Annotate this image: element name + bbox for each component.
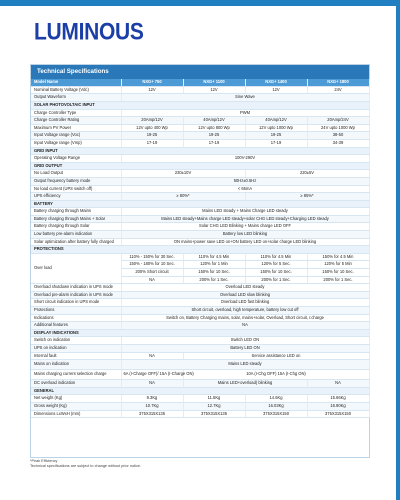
table-cell: 16.03Kg <box>245 402 307 410</box>
table-cell: Service assistance LED on <box>183 352 369 360</box>
table-cell: 375X315X150 <box>245 410 307 418</box>
table-header-row <box>31 79 369 86</box>
section-header-row <box>31 387 369 395</box>
table-cell: 220±5V <box>245 170 369 178</box>
row-label: Battery charging through Solar <box>31 223 121 231</box>
table-cell: 375X315X135 <box>183 410 245 418</box>
header-cell: NXG+ 1800 <box>307 79 369 86</box>
table-cell: Switch LED ON <box>121 337 369 345</box>
table-cell: NA <box>121 380 183 388</box>
row-label: Mains on indication <box>31 360 121 370</box>
footnotes <box>30 459 141 469</box>
row-label: Overload pre-alarm indication in UPS mode <box>31 291 121 299</box>
table-row <box>31 86 369 94</box>
row-label: Output frequency battery mode <box>31 177 121 185</box>
table-cell: NA <box>121 352 183 360</box>
section-title: PROTECTIONS <box>31 246 369 254</box>
table-row <box>31 337 369 345</box>
table-row <box>31 322 369 330</box>
table-cell: 40Amp/12V <box>183 117 245 125</box>
top-accent-bar <box>0 0 400 6</box>
table-cell: Switch on, Battery Charging mains, solar, mains+solar, Overload, Short circuit, r.charge <box>121 314 369 322</box>
section-header-row <box>31 329 369 337</box>
table-cell: 120% for 5 Sec. <box>245 261 307 269</box>
table-cell: 24V upto 1000 Wp <box>307 124 369 132</box>
row-label: Internal fault <box>31 352 121 360</box>
row-label: Low battery pre-alarm indication <box>31 231 121 239</box>
table-cell: 40Amp/12V <box>245 117 307 125</box>
row-label: Battery charging through Mains + Solar <box>31 215 121 223</box>
row-label: Gross weight (Kg) <box>31 402 121 410</box>
table-row <box>31 170 369 178</box>
table-cell: PWM <box>121 109 369 117</box>
row-label: Net weight (Kg) <box>31 395 121 403</box>
section-header-row <box>31 162 369 170</box>
header-cell: NXG+ 750 <box>121 79 183 86</box>
table-cell: 100V-290V <box>121 155 369 163</box>
table-cell: 34-39 <box>307 139 369 147</box>
table-row <box>31 223 369 231</box>
table-row <box>31 185 369 193</box>
section-header-row <box>31 246 369 254</box>
table-row <box>31 193 369 201</box>
section-title: BATTERY <box>31 200 369 208</box>
row-label: Maximum PV Power <box>31 124 121 132</box>
row-label: Switch on indication <box>31 337 121 345</box>
section-title: DISPLAY INDICATIONS <box>31 329 369 337</box>
panel-title: Technical Specifications <box>31 65 369 79</box>
table-cell: 12V <box>121 86 183 94</box>
table-cell: 17-19 <box>121 139 183 147</box>
table-cell: 20Amp/24V <box>307 117 369 125</box>
spec-panel <box>30 64 370 458</box>
table-cell: 150% for 10 Sec. <box>307 269 369 277</box>
table-cell: 150% for 10 Sec. <box>245 269 307 277</box>
header-cell: NXG+ 1100 <box>183 79 245 86</box>
table-cell: 200% for 1 Sec. <box>183 276 245 284</box>
table-row <box>31 132 369 140</box>
table-cell: 14.6Kg <box>245 395 307 403</box>
brand-logo: LUMINOUS <box>34 19 144 46</box>
table-cell: 19-25 <box>121 132 183 140</box>
row-label: Nominal Battery Voltage (Vdc) <box>31 86 121 94</box>
table-cell: 9.3Kg <box>121 395 183 403</box>
table-row <box>31 284 369 292</box>
footnote-line: Technical specifications are subject to change without prior notice. <box>30 464 142 468</box>
row-label: No load current (UPS switch off) <box>31 185 121 193</box>
table-cell: 375X315X150 <box>307 410 369 418</box>
table-row <box>31 155 369 163</box>
section-header-row <box>31 147 369 155</box>
table-cell: 110% for 4.5 Min <box>245 253 307 261</box>
table-cell: 10.7Kg <box>121 402 183 410</box>
row-label: Additional features <box>31 322 121 330</box>
table-row <box>31 215 369 223</box>
table-cell: 15.66Kg <box>307 395 369 403</box>
section-header-row <box>31 101 369 109</box>
table-cell: 12V upto 400 Wp <box>121 124 183 132</box>
table-cell: ≥ 80%* <box>121 193 245 201</box>
table-row <box>31 314 369 322</box>
table-row <box>31 117 369 125</box>
row-label: Battery charging through Mains <box>31 208 121 216</box>
table-cell: Sine Wave <box>121 94 369 102</box>
row-label: Input Voltage range (Voc) <box>31 132 121 140</box>
table-row <box>31 307 369 315</box>
table-row <box>31 395 369 403</box>
table-cell: 110% for 4.5 Min <box>183 253 245 261</box>
right-accent-bar <box>396 0 400 500</box>
table-cell: Short circuit, overload, high temperature, battery low cut off <box>121 307 369 315</box>
row-label: UPS on indication <box>31 344 121 352</box>
table-cell: 110% - 150% for 30 Sec. <box>121 253 183 261</box>
table-row <box>31 139 369 147</box>
table-cell: Overload LED steady <box>121 284 369 292</box>
table-cell: 19-25 <box>183 132 245 140</box>
table-cell: ON mains+power save LED on+ON battery LED on+solar charge LED blinking <box>121 238 369 246</box>
row-label: Output Waveform <box>31 94 121 102</box>
table-row <box>31 238 369 246</box>
table-row <box>31 231 369 239</box>
footnote-line: *Peak Efficiency <box>30 459 58 463</box>
table-cell: 12V upto 1000 Wp <box>245 124 307 132</box>
table-cell: < 65mA <box>121 185 369 193</box>
row-label: No Load Output <box>31 170 121 178</box>
row-label: Over load <box>31 253 121 283</box>
table-cell: 20Amp/12V <box>121 117 183 125</box>
table-cell: Overload LED fast blinking <box>121 299 369 307</box>
section-title: SOLAR PHOTOVOLTAIC INPUT <box>31 101 369 109</box>
table-cell: 150% - 180% for 10 Sec. <box>121 261 183 269</box>
table-cell: 120% for 1 Min <box>183 261 245 269</box>
table-row <box>31 253 369 261</box>
row-label: Charge Controller Type <box>31 109 121 117</box>
row-label: Dimensions LxWxH (mm) <box>31 410 121 418</box>
table-cell: 12.7Kg <box>183 402 245 410</box>
section-title: GRID OUTPUT <box>31 162 369 170</box>
table-cell: 11.5Kg <box>183 395 245 403</box>
table-cell: 230±10V <box>121 170 245 178</box>
table-cell: Battery low LED blinking <box>121 231 369 239</box>
table-cell: 50Hz±0.5Hz <box>121 177 369 185</box>
table-cell: 10A (I-Chg OFF) 15A (I-Chg ON) <box>183 370 369 380</box>
table-cell: 6A (I-Charge OFF)/ 15A (I-Charge ON) <box>121 370 183 380</box>
table-cell: Battery LED ON <box>121 344 369 352</box>
table-row <box>31 299 369 307</box>
row-label: DC overload indication <box>31 380 121 388</box>
table-row <box>31 124 369 132</box>
table-cell: ≥ 85%* <box>245 193 369 201</box>
row-label: Input Voltage range (Vmp) <box>31 139 121 147</box>
table-cell: Mains LED+overload) blinking <box>183 380 307 388</box>
table-cell: 38-50 <box>307 132 369 140</box>
spec-table <box>31 79 370 418</box>
table-cell: 375X315X135 <box>121 410 183 418</box>
table-row <box>31 291 369 299</box>
row-label: UPS efficiency <box>31 193 121 201</box>
table-cell: 150% for 10 Sec. <box>183 269 245 277</box>
row-label: Mains charging current selection charge <box>31 370 121 380</box>
section-title: GRID INPUT <box>31 147 369 155</box>
row-label: Overload shutdown indication in UPS mode <box>31 284 121 292</box>
table-cell: 200% Short circuit <box>121 269 183 277</box>
table-cell: Mains LED steady + Mains Charge LED steady <box>121 208 369 216</box>
table-cell: NA <box>121 276 183 284</box>
table-cell: 120% for 5 Min <box>307 261 369 269</box>
table-cell: 17-19 <box>183 139 245 147</box>
table-cell: Solar CHG LED Blinking + Mains charge LED OFF <box>121 223 369 231</box>
table-cell: Mains LED steady <box>121 360 369 370</box>
table-row <box>31 410 369 418</box>
table-cell: 24V <box>307 86 369 94</box>
header-cell: NXG+ 1400 <box>245 79 307 86</box>
table-row <box>31 370 369 380</box>
table-cell: Mains LED steady+Mains charge LED steady+solar CHG LED steady+Charging LED steady <box>121 215 369 223</box>
table-row <box>31 344 369 352</box>
table-row <box>31 380 369 388</box>
table-cell: 12V upto 800 Wp <box>183 124 245 132</box>
table-cell: 16.90Kg <box>307 402 369 410</box>
section-title: GENERAL <box>31 387 369 395</box>
table-cell: 200% for 1 Sec. <box>245 276 307 284</box>
row-label: Operating Voltage Range <box>31 155 121 163</box>
table-row <box>31 208 369 216</box>
table-cell: 200% for 1 Sec. <box>307 276 369 284</box>
table-cell: 12V <box>245 86 307 94</box>
table-cell: 12V <box>183 86 245 94</box>
row-label: Short circuit indication in UPS mode <box>31 299 121 307</box>
table-row <box>31 402 369 410</box>
table-cell: 19-25 <box>245 132 307 140</box>
row-label: Solar optimization after battery fully charged <box>31 238 121 246</box>
row-label: Protections <box>31 307 121 315</box>
table-cell: Overload LED slow blinking <box>121 291 369 299</box>
table-row <box>31 352 369 360</box>
table-row <box>31 109 369 117</box>
table-row <box>31 177 369 185</box>
table-cell: NA <box>121 322 369 330</box>
row-label: Charge Controller Rating <box>31 117 121 125</box>
table-cell: 17-19 <box>245 139 307 147</box>
header-cell: Model Name <box>31 79 121 86</box>
row-label: Indications <box>31 314 121 322</box>
table-cell: 150% for 4.5 Min <box>307 253 369 261</box>
table-cell: NA <box>307 380 369 388</box>
section-header-row <box>31 200 369 208</box>
table-row <box>31 94 369 102</box>
table-row <box>31 360 369 370</box>
